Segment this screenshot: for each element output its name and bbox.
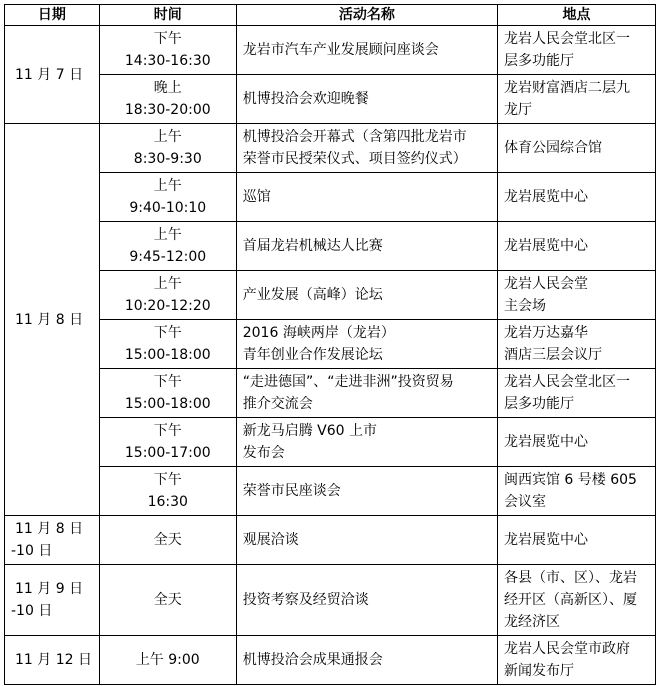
time-range: 16:30 bbox=[147, 494, 188, 510]
event-name-cell bbox=[236, 565, 497, 636]
table-row bbox=[5, 467, 656, 516]
location-text: 龙岩财富酒店二层九 bbox=[503, 80, 630, 96]
table-row bbox=[5, 75, 656, 124]
event-name: 巡馆 bbox=[242, 189, 271, 205]
table-row bbox=[5, 636, 656, 685]
date-cell bbox=[5, 26, 100, 124]
table-row bbox=[5, 26, 656, 75]
time-period: 下午 bbox=[153, 374, 182, 390]
event-name: 2016 海峡两岸（龙岩） bbox=[242, 325, 395, 341]
time-cell bbox=[99, 636, 236, 685]
location-cell bbox=[497, 124, 655, 173]
event-name-cell bbox=[236, 26, 497, 75]
event-name: 首届龙岩机械达人比赛 bbox=[242, 238, 383, 254]
time-range: 上午 9:00 bbox=[135, 652, 200, 668]
time-range: 9:40-10:10 bbox=[129, 200, 207, 216]
header-date: 日期 bbox=[5, 5, 100, 26]
schedule-table bbox=[4, 4, 656, 685]
location-text: 龙岩展览中心 bbox=[503, 532, 588, 548]
time-cell bbox=[99, 173, 236, 222]
date-text: -10 日 bbox=[11, 543, 53, 559]
time-cell bbox=[99, 565, 236, 636]
event-name-cell bbox=[236, 467, 497, 516]
time-period: 下午 bbox=[153, 31, 182, 47]
event-name: 龙岩市汽车产业发展顾问座谈会 bbox=[242, 42, 439, 58]
header-row bbox=[5, 5, 656, 26]
event-name-cell bbox=[236, 320, 497, 369]
time-cell bbox=[99, 271, 236, 320]
table-row bbox=[5, 222, 656, 271]
time-cell bbox=[99, 369, 236, 418]
time-period: 上午 bbox=[153, 276, 182, 292]
location-text: 层多功能厅 bbox=[503, 396, 574, 412]
event-name: 机博投洽会欢迎晚餐 bbox=[242, 91, 369, 107]
location-text: 龙岩人民会堂市政府 bbox=[503, 641, 630, 657]
location-cell bbox=[497, 369, 655, 418]
header-name: 活动名称 bbox=[236, 5, 497, 26]
location-text: 龙岩人民会堂北区一 bbox=[503, 31, 630, 47]
date-text: -10 日 bbox=[11, 603, 53, 619]
time-cell bbox=[99, 516, 236, 565]
location-cell bbox=[497, 418, 655, 467]
event-name: 荣誉市民座谈会 bbox=[242, 483, 341, 499]
event-name-cell bbox=[236, 173, 497, 222]
event-name: 观展洽谈 bbox=[242, 532, 299, 548]
event-name: 发布会 bbox=[242, 445, 285, 461]
table-row bbox=[5, 369, 656, 418]
time-period: 全天 bbox=[153, 592, 182, 608]
location-text: 主会场 bbox=[503, 298, 546, 314]
location-text: 层多功能厅 bbox=[503, 53, 574, 69]
location-cell bbox=[497, 222, 655, 271]
date-cell bbox=[5, 124, 100, 516]
event-name: 投资考察及经贸洽谈 bbox=[242, 592, 369, 608]
time-range: 15:00-18:00 bbox=[124, 347, 211, 363]
header-time: 时间 bbox=[99, 5, 236, 26]
time-range: 8:30-9:30 bbox=[133, 151, 202, 167]
time-cell bbox=[99, 320, 236, 369]
event-name-cell bbox=[236, 124, 497, 173]
event-name: “走进德国”、“走进非洲”投资贸易 bbox=[242, 374, 454, 390]
event-name: 产业发展（高峰）论坛 bbox=[242, 287, 383, 303]
location-text: 龙岩展览中心 bbox=[503, 189, 588, 205]
location-text: 龙厅 bbox=[503, 102, 532, 118]
time-range: 15:00-18:00 bbox=[124, 396, 211, 412]
time-cell bbox=[99, 222, 236, 271]
table-row bbox=[5, 516, 656, 565]
date-text: 11 月 9 日 bbox=[15, 581, 84, 597]
location-text: 龙岩展览中心 bbox=[503, 434, 588, 450]
time-cell bbox=[99, 418, 236, 467]
location-text: 经开区（高新区）、厦 bbox=[503, 592, 637, 608]
time-range: 10:20-12:20 bbox=[124, 298, 211, 314]
event-name: 机博投洽会开幕式（含第四批龙岩市 bbox=[242, 129, 467, 145]
location-text: 龙岩人民会堂北区一 bbox=[503, 374, 630, 390]
time-period: 下午 bbox=[153, 325, 182, 341]
event-name: 荣誉市民授荣仪式、项目签约仪式） bbox=[242, 151, 467, 167]
date-cell bbox=[5, 565, 100, 636]
table-row bbox=[5, 320, 656, 369]
location-text: 闽西宾馆 6 号楼 605 bbox=[503, 472, 637, 488]
date-cell bbox=[5, 516, 100, 565]
location-text: 龙岩万达嘉华 bbox=[503, 325, 588, 341]
date-cell bbox=[5, 636, 100, 685]
event-name-cell bbox=[236, 369, 497, 418]
time-period: 上午 bbox=[153, 129, 182, 145]
location-cell bbox=[497, 636, 655, 685]
table-row bbox=[5, 565, 656, 636]
time-cell bbox=[99, 26, 236, 75]
header-location: 地点 bbox=[497, 5, 655, 26]
location-cell bbox=[497, 26, 655, 75]
table-row bbox=[5, 418, 656, 467]
location-cell bbox=[497, 516, 655, 565]
location-text: 体育公园综合馆 bbox=[503, 140, 602, 156]
location-text: 酒店三层会议厅 bbox=[503, 347, 602, 363]
location-text: 各县（市、区）、龙岩 bbox=[503, 570, 637, 586]
location-cell bbox=[497, 320, 655, 369]
date-text: 11 月 8 日 bbox=[15, 311, 84, 328]
table-row bbox=[5, 271, 656, 320]
date-text: 11 月 7 日 bbox=[15, 66, 84, 83]
event-name-cell bbox=[236, 75, 497, 124]
location-cell bbox=[497, 467, 655, 516]
date-text: 11 月 8 日 bbox=[15, 521, 84, 537]
time-range: 9:45-12:00 bbox=[129, 249, 207, 265]
event-name-cell bbox=[236, 222, 497, 271]
time-range: 14:30-16:30 bbox=[124, 53, 211, 69]
location-cell bbox=[497, 271, 655, 320]
time-period: 上午 bbox=[153, 227, 182, 243]
time-period: 全天 bbox=[153, 532, 182, 548]
table-row bbox=[5, 173, 656, 222]
time-cell bbox=[99, 124, 236, 173]
date-text: 11 月 12 日 bbox=[15, 652, 92, 668]
event-name-cell bbox=[236, 271, 497, 320]
time-range: 18:30-20:00 bbox=[124, 102, 211, 118]
location-text: 龙经济区 bbox=[503, 614, 560, 630]
time-cell bbox=[99, 75, 236, 124]
event-name: 青年创业合作发展论坛 bbox=[242, 347, 383, 363]
time-cell bbox=[99, 467, 236, 516]
location-cell bbox=[497, 75, 655, 124]
location-cell bbox=[497, 565, 655, 636]
location-text: 新闻发布厅 bbox=[503, 663, 574, 679]
time-period: 下午 bbox=[153, 472, 182, 488]
location-cell bbox=[497, 173, 655, 222]
event-name: 机博投洽会成果通报会 bbox=[242, 652, 383, 668]
event-name-cell bbox=[236, 636, 497, 685]
time-period: 下午 bbox=[153, 423, 182, 439]
event-name-cell bbox=[236, 516, 497, 565]
time-period: 晚上 bbox=[153, 80, 182, 96]
location-text: 龙岩人民会堂 bbox=[503, 276, 588, 292]
event-name: 新龙马启腾 V60 上市 bbox=[242, 423, 378, 439]
event-name: 推介交流会 bbox=[242, 396, 313, 412]
event-name-cell bbox=[236, 418, 497, 467]
location-text: 龙岩展览中心 bbox=[503, 238, 588, 254]
time-period: 上午 bbox=[153, 178, 182, 194]
time-range: 15:00-17:00 bbox=[124, 445, 211, 461]
table-row bbox=[5, 124, 656, 173]
location-text: 会议室 bbox=[503, 494, 546, 510]
